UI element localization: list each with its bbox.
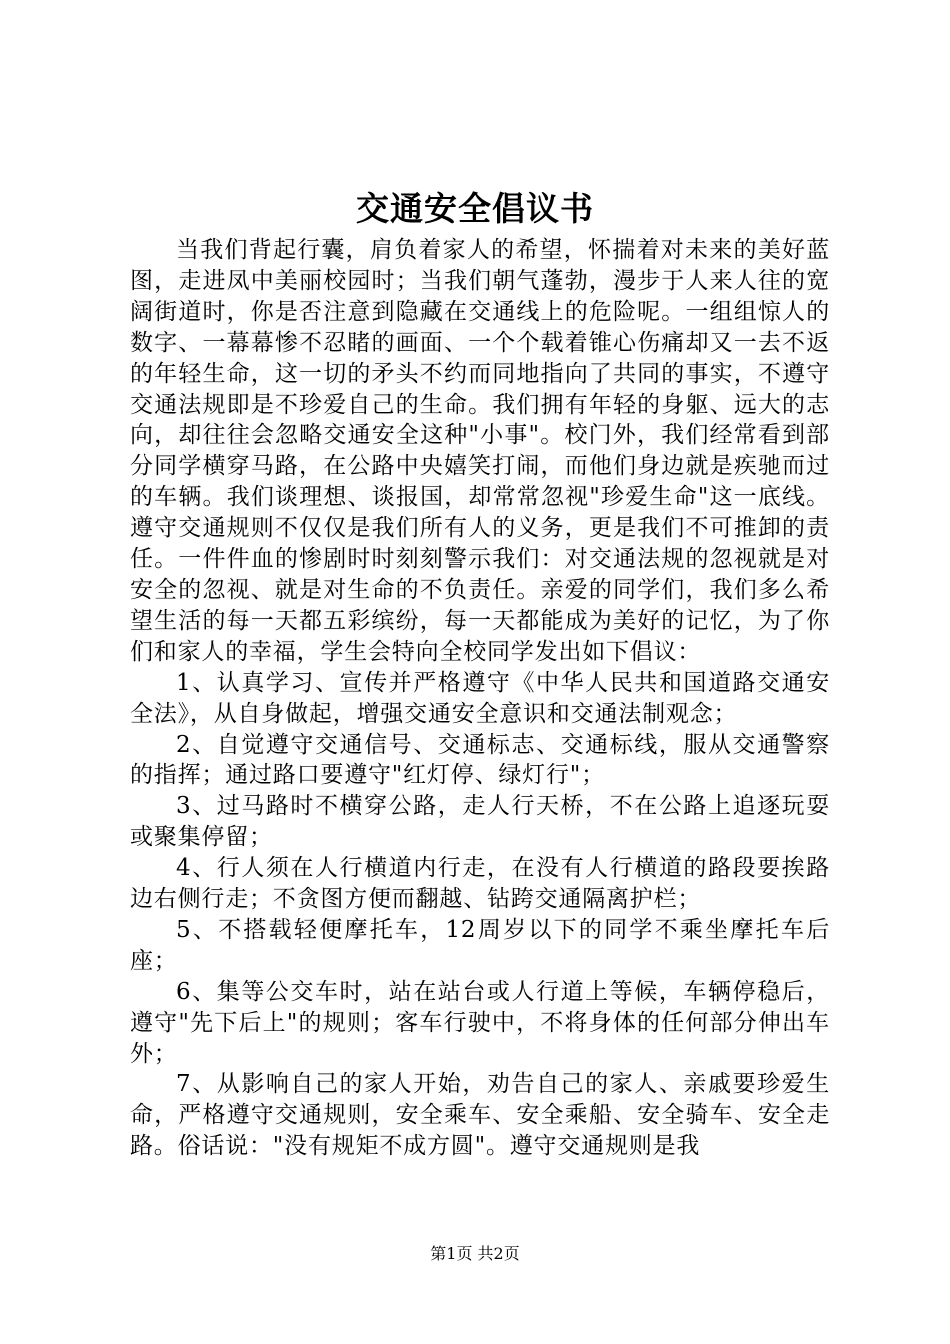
- proposal-item-1: 1、认真学习、宣传并严格遵守《中华人民共和国道路交通安全法》，从自身做起，增强交通安全意识和交通法制观念；: [130, 669, 830, 727]
- proposal-item-6: 6、集等公交车时，站在站台或人行道上等候，车辆停稳后，遵守"先下后上"的规则；客车行驶中，不将身体的任何部分伸出车外；: [130, 978, 830, 1067]
- document-body: [130, 235, 830, 1162]
- proposal-item-4: 4、行人须在人行横道内行走，在没有人行横道的路段要挨路边右侧行走；不贪图方便而翻越、钻跨交通隔离护栏；: [130, 855, 830, 913]
- proposal-item-7: 7、从影响自己的家人开始，劝告自己的家人、亲戚要珍爱生命，严格遵守交通规则，安全乘车、安全乘船、安全骑车、安全走路。俗话说："没有规矩不成方圆"。遵守交通规则是我: [130, 1071, 830, 1160]
- proposal-item-3: 3、过马路时不横穿公路，走人行天桥，不在公路上追逐玩耍或聚集停留；: [130, 793, 830, 851]
- intro-paragraph: 当我们背起行囊，肩负着家人的希望，怀揣着对未来的美好蓝图，走进凤中美丽校园时；当我们朝气蓬勃，漫步于人来人往的宽阔街道时，你是否注意到隐藏在交通线上的危险呢。一组组惊人的数字、一幕幕惨不忍睹的画面、一个个载着锥心伤痛却又一去不返的年轻生命，这一切的矛头不约而同地指向了共同的事实，不遵守交通法规即是不珍爱自己的生命。我们拥有年轻的身躯、远大的志向，却往往会忽略交通安全这种"小事"。校门外，我们经常看到部分同学横穿马路，在公路中央嬉笑打闹，而他们身边就是疾驰而过的车辆。我们谈理想、谈报国，却常常忽视"珍爱生命"这一底线。遵守交通规则不仅仅是我们所有人的义务，更是我们不可推卸的责任。一件件血的惨剧时时刻刻警示我们：对交通法规的忽视就是对安全的忽视、就是对生命的不负责任。亲爱的同学们，我们多么希望生活的每一天都五彩缤纷，每一天都能成为美好的记忆，为了你们和家人的幸福，学生会特向全校同学发出如下倡议：: [130, 237, 830, 665]
- proposal-item-5: 5、不搭载轻便摩托车，12周岁以下的同学不乘坐摩托车后座；: [130, 916, 830, 974]
- document-title: 交通安全倡议书: [356, 189, 594, 228]
- proposal-item-2: 2、自觉遵守交通信号、交通标志、交通标线，服从交通警察的指挥；通过路口要遵守"红灯停、绿灯行"；: [130, 731, 830, 789]
- page-number-footer: 第1页 共2页: [430, 1244, 520, 1263]
